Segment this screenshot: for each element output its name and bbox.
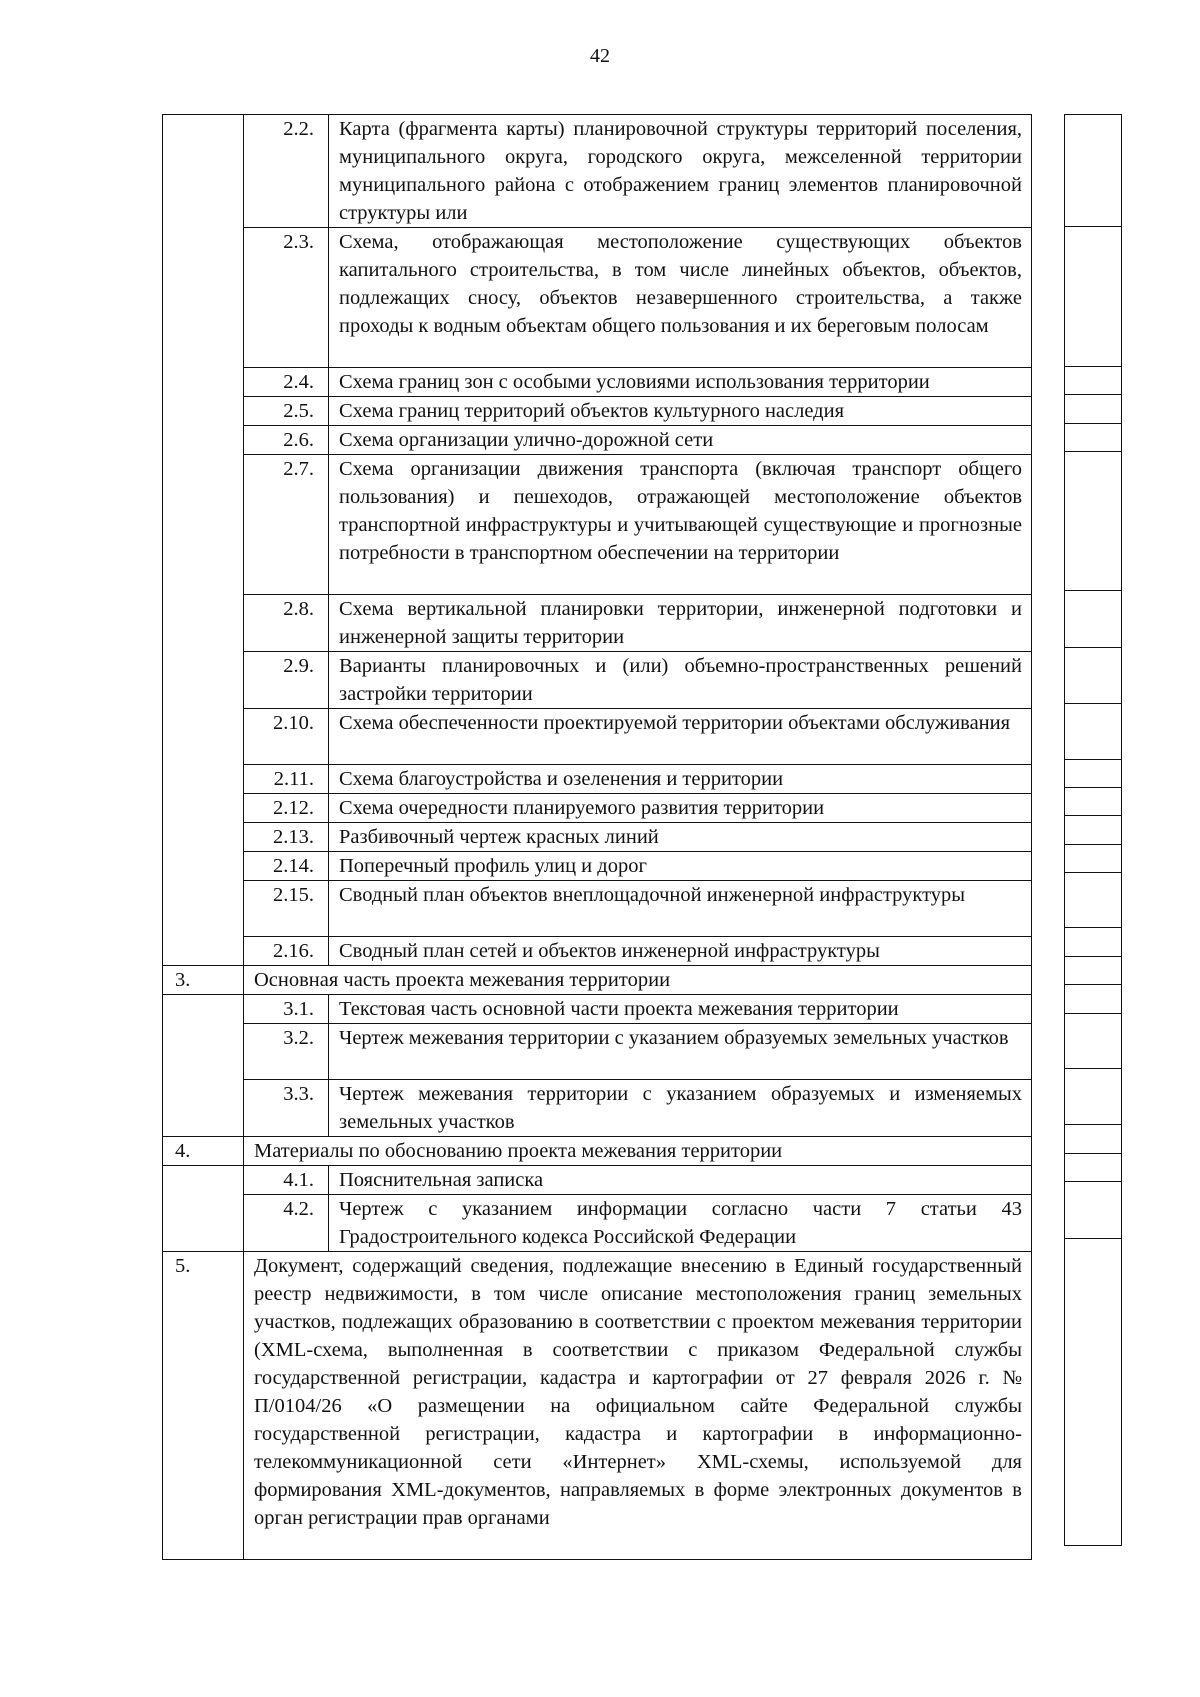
table-row (163, 652, 1032, 709)
item-number: 3.1. (244, 995, 329, 1024)
section-number: 5. (163, 1252, 244, 1560)
item-number: 2.16. (244, 937, 329, 966)
item-text: Схема обеспеченности проектируемой территории объектами обслуживания (329, 709, 1032, 765)
table-row (163, 709, 1032, 765)
table-row (163, 852, 1032, 881)
check-cell (1065, 115, 1122, 227)
table-row (163, 1024, 1032, 1080)
check-row (1065, 873, 1122, 928)
check-cell (1065, 451, 1122, 590)
item-text: Схема организации движения транспорта (включая транспорт общего пользования) и пешеходов, отражающей местоположение объектов транспортной инфраструктуры и учитывающей существующие и прогнозные потребности в транспортном обеспечении на территории (329, 455, 1032, 595)
item-number: 2.11. (244, 765, 329, 794)
check-row (1065, 844, 1122, 872)
check-row (1065, 956, 1122, 984)
document-table (162, 114, 1032, 1560)
table-row (163, 1166, 1032, 1195)
section-number-cell (163, 995, 244, 1137)
table-row (163, 794, 1032, 823)
table-row (163, 1137, 1032, 1166)
table-row (163, 228, 1032, 368)
table-row (163, 397, 1032, 426)
item-text: Чертеж с указанием информации согласно части 7 статьи 43 Градостроительного кодекса Российской Федерации (329, 1195, 1032, 1252)
check-row (1065, 451, 1122, 590)
check-row (1065, 423, 1122, 451)
check-row (1065, 647, 1122, 703)
check-row (1065, 1182, 1122, 1238)
section-number-cell (163, 1166, 244, 1252)
check-row (1065, 1013, 1122, 1068)
table-row (163, 966, 1032, 995)
item-text: Схема организации улично-дорожной сети (329, 426, 1032, 455)
check-row (1065, 395, 1122, 423)
check-cell (1065, 844, 1122, 872)
table-row (163, 1080, 1032, 1137)
check-cell (1065, 227, 1122, 366)
item-number: 2.7. (244, 455, 329, 595)
item-number: 3.2. (244, 1024, 329, 1080)
check-cell (1065, 759, 1122, 787)
item-text: Чертеж межевания территории с указанием образуемых и изменяемых земельных участков (329, 1080, 1032, 1137)
section-text: Основная часть проекта межевания территории (244, 966, 1032, 995)
check-row (1065, 787, 1122, 815)
check-row (1065, 366, 1122, 394)
item-number: 2.13. (244, 823, 329, 852)
item-number: 2.12. (244, 794, 329, 823)
check-cell (1065, 787, 1122, 815)
item-text: Схема, отображающая местоположение существующих объектов капитального строительства, в том числе линейных объектов, объектов, подлежащих сносу, объектов незавершенного строительства, а также проходы к водным объектам общего пользования и их береговым полосам (329, 228, 1032, 368)
check-row (1065, 985, 1122, 1013)
table-row (163, 426, 1032, 455)
table-row (163, 455, 1032, 595)
item-text: Схема границ зон с особыми условиями использования территории (329, 368, 1032, 397)
item-number: 4.1. (244, 1166, 329, 1195)
item-number: 2.6. (244, 426, 329, 455)
item-text: Текстовая часть основной части проекта межевания территории (329, 995, 1032, 1024)
check-cell (1065, 816, 1122, 844)
check-row (1065, 759, 1122, 787)
check-cell (1065, 704, 1122, 759)
check-cell (1065, 1069, 1122, 1125)
check-column (1064, 114, 1122, 1546)
item-text: Схема благоустройства и озеленения и территории (329, 765, 1032, 794)
check-cell (1065, 366, 1122, 394)
table-row (163, 823, 1032, 852)
check-row (1065, 1238, 1122, 1545)
check-row (1065, 1125, 1122, 1153)
check-cell (1065, 395, 1122, 423)
item-number: 2.4. (244, 368, 329, 397)
check-row (1065, 1069, 1122, 1125)
table-row (163, 1195, 1032, 1252)
item-number: 3.3. (244, 1080, 329, 1137)
item-text: Сводный план сетей и объектов инженерной инфраструктуры (329, 937, 1032, 966)
check-cell (1065, 591, 1122, 647)
check-row (1065, 928, 1122, 956)
table-row (163, 595, 1032, 652)
check-cell (1065, 1238, 1122, 1545)
check-row (1065, 1153, 1122, 1181)
item-number: 2.3. (244, 228, 329, 368)
item-text: Разбивочный чертеж красных линий (329, 823, 1032, 852)
check-cell (1065, 956, 1122, 984)
section-number: 4. (163, 1137, 244, 1166)
item-text: Схема вертикальной планировки территории, инженерной подготовки и инженерной защиты территории (329, 595, 1032, 652)
table-row (163, 368, 1032, 397)
table-row (163, 765, 1032, 794)
check-row (1065, 115, 1122, 227)
check-cell (1065, 1182, 1122, 1238)
check-cell (1065, 1125, 1122, 1153)
item-number: 2.15. (244, 881, 329, 937)
check-row (1065, 704, 1122, 759)
page-number: 42 (590, 45, 610, 67)
check-cell (1065, 647, 1122, 703)
item-text: Карта (фрагмента карты) планировочной структуры территорий поселения, муниципального округа, городского округа, межселенной территории муниципального района с отображением границ элементов планировочной структуры или (329, 115, 1032, 228)
check-cell (1065, 985, 1122, 1013)
item-text: Схема очередности планируемого развития территории (329, 794, 1032, 823)
table-row (163, 995, 1032, 1024)
check-cell (1065, 1013, 1122, 1068)
section-number: 3. (163, 966, 244, 995)
section-number-cell (163, 115, 244, 966)
check-row (1065, 227, 1122, 366)
check-cell (1065, 423, 1122, 451)
item-text: Варианты планировочных и (или) объемно-пространственных решений застройки территории (329, 652, 1032, 709)
item-text: Пояснительная записка (329, 1166, 1032, 1195)
check-cell (1065, 928, 1122, 956)
item-text: Поперечный профиль улиц и дорог (329, 852, 1032, 881)
section-text: Документ, содержащий сведения, подлежащие внесению в Единый государственный реестр недвижимости, в том числе описание местоположения границ земельных участков, подлежащих образованию в соответствии с проектом межевания территории (XML-схема, выполненная в соответствии с приказом Федеральной службы государственной регистрации, кадастра и картографии от 27 февраля 2026 г. № П/0104/26 «О размещении на официальном сайте Федеральной службы государственной регистрации, кадастра и картографии в информационно-телекоммуникационной сети «Интернет» XML-схемы, используемой для формирования XML-документов, направляемых в форме электронных документов в орган регистрации прав органами (244, 1252, 1032, 1560)
check-cell (1065, 873, 1122, 928)
check-cell (1065, 1153, 1122, 1181)
table-row (163, 115, 1032, 228)
section-text: Материалы по обоснованию проекта межевания территории (244, 1137, 1032, 1166)
table-row (163, 1252, 1032, 1560)
item-text: Схема границ территорий объектов культурного наследия (329, 397, 1032, 426)
item-text: Чертеж межевания территории с указанием образуемых земельных участков (329, 1024, 1032, 1080)
item-number: 2.9. (244, 652, 329, 709)
item-number: 2.2. (244, 115, 329, 228)
table-row (163, 881, 1032, 937)
item-number: 2.14. (244, 852, 329, 881)
item-text: Сводный план объектов внеплощадочной инженерной инфраструктуры (329, 881, 1032, 937)
item-number: 2.8. (244, 595, 329, 652)
item-number: 2.10. (244, 709, 329, 765)
check-row (1065, 816, 1122, 844)
item-number: 2.5. (244, 397, 329, 426)
check-row (1065, 591, 1122, 647)
table-row (163, 937, 1032, 966)
item-number: 4.2. (244, 1195, 329, 1252)
